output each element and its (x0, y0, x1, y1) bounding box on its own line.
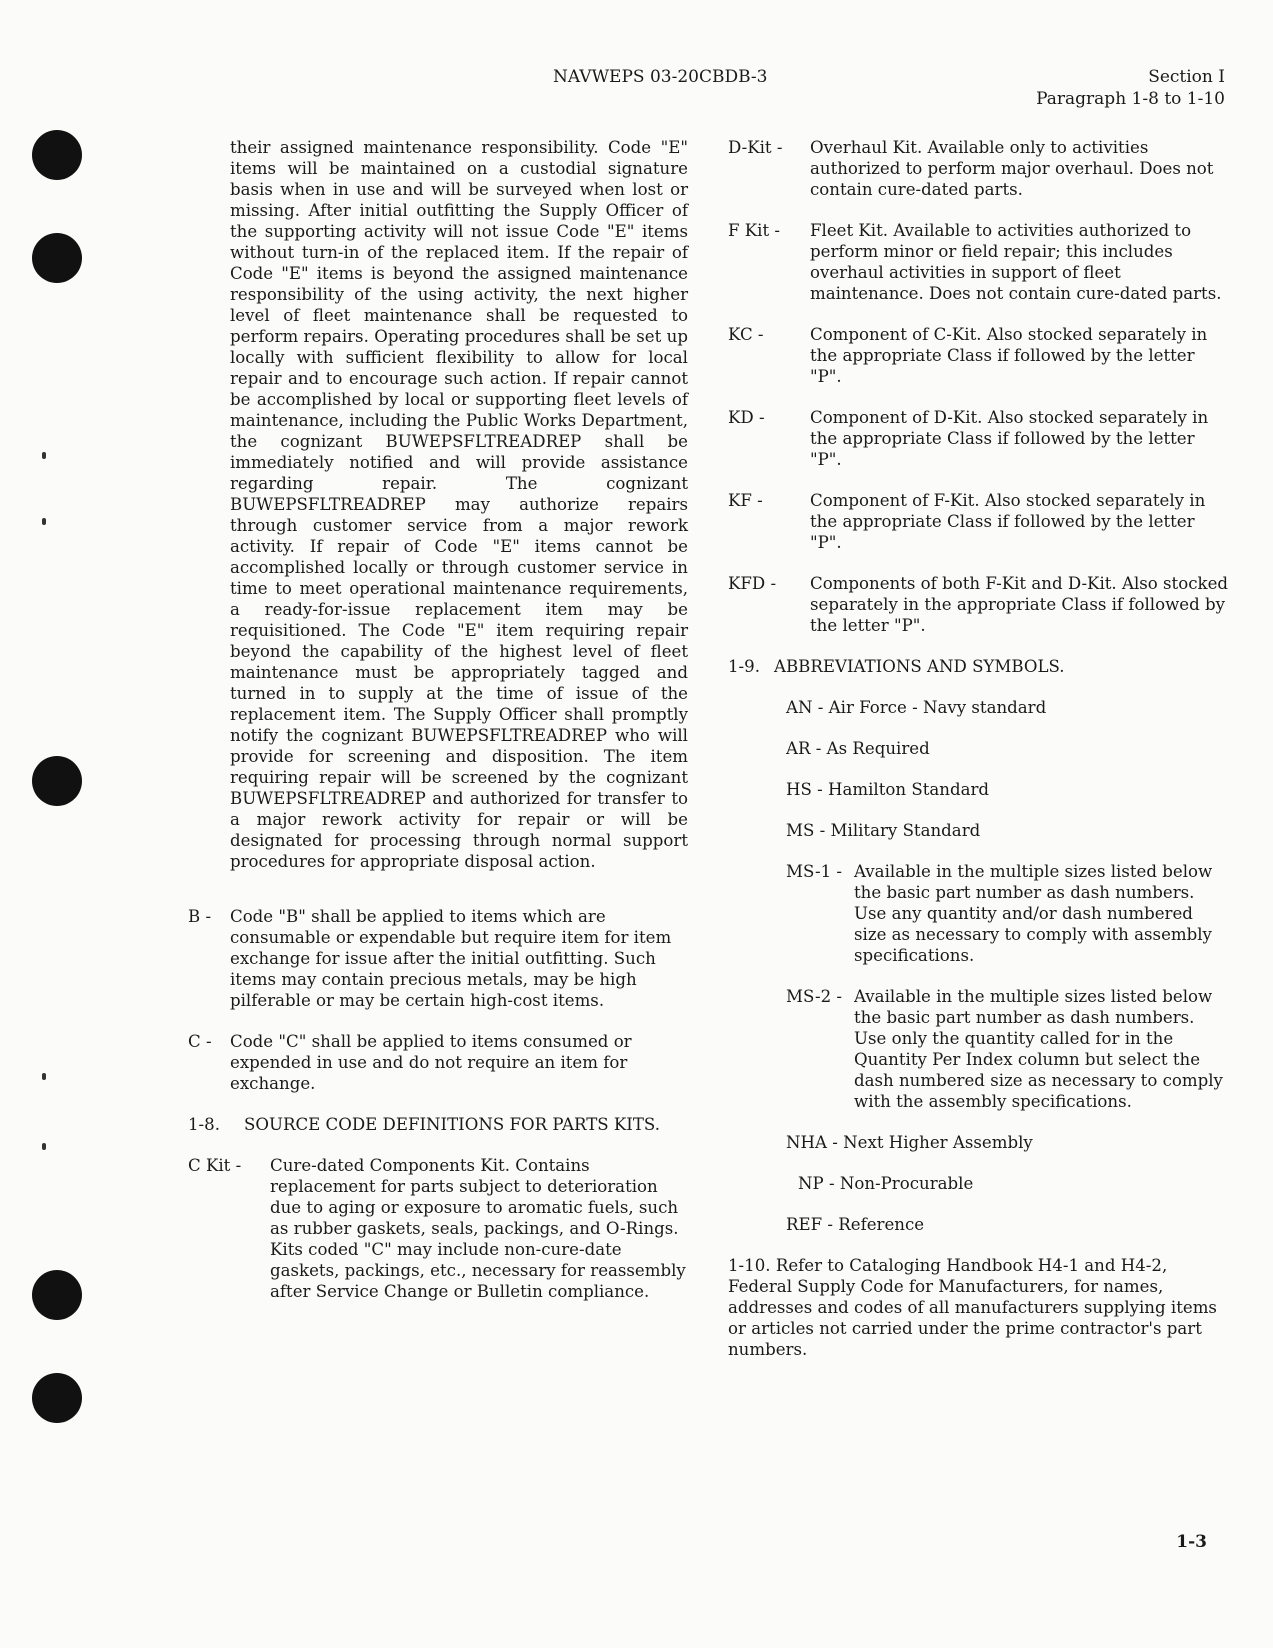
kit-entry (728, 137, 1228, 200)
binder-hole (32, 1270, 82, 1320)
abbreviation-item: NP - Non-Procurable (798, 1174, 974, 1193)
code-b-label: B - (188, 907, 212, 926)
code-b-entry (188, 906, 688, 1011)
ms2-entry (728, 986, 1228, 1112)
kit-text: Component of D-Kit. Also stocked separately in the appropriate Class if followed by the letter "P". (810, 408, 1209, 469)
kit-label: F Kit - (728, 221, 781, 240)
doc-number: NAVWEPS 03-20CBDB-3 (553, 67, 768, 87)
scan-speck (42, 1073, 46, 1080)
scan-speck (42, 518, 46, 525)
c-kit-label: C Kit - (188, 1156, 242, 1175)
binder-hole (32, 1373, 82, 1423)
section-label: Section I (1148, 67, 1225, 87)
abbreviation-item: MS - Military Standard (786, 821, 981, 840)
para-1-8-heading (188, 1114, 688, 1135)
ms2-label: MS-2 - (786, 987, 843, 1006)
kit-label: KFD - (728, 574, 777, 593)
binder-hole (32, 233, 82, 283)
kit-entry (728, 407, 1228, 470)
abbreviation-item: AN - Air Force - Navy standard (786, 698, 1047, 717)
kit-text: Component of F-Kit. Also stocked separately in the appropriate Class if followed by the letter "P". (810, 491, 1206, 552)
para-1-9-heading (728, 656, 1228, 677)
para-1-8-number: 1-8. (188, 1115, 220, 1134)
code-e-continuation: their assigned maintenance responsibility. Code "E" items will be maintained on a custodial signature basis when in use and will be surveyed when lost or missing. After initial outfitting the Supply Officer of the supporting activity will not issue Code "E" items without turn-in of the replaced item. If the repair of Code "E" items is beyond the assigned maintenance responsibility of the using activity, the next higher level of fleet maintenance shall be requested to perform repairs. Operating procedures shall be set up locally with sufficient flexibility to allow for local repair and to encourage such action. If repair cannot be accomplished by local or supporting fleet levels of maintenance, including the Public Works Department, the cognizant BUWEPSFLTREADREP shall be immediately notified and will provide assistance regarding repair. The cognizant BUWEPSFLTREADREP may authorize repairs through customer service from a major rework activity. If repair of Code "E" items cannot be accomplished locally or through customer service in time to meet operational maintenance requirements, a ready-for-issue replacement item may be requisitioned. The Code "E" item requiring repair beyond the capability of the highest level of fleet maintenance must be appropriately tagged and turned in to supply at the time of issue of the replacement item. The Supply Officer shall promptly notify the cognizant BUWEPSFLTREADREP who will provide for screening and disposition. The item requiring repair will be screened by the cognizant BUWEPSFLTREADREP and authorized for transfer to a major rework activity for repair or will be designated for processing through normal support procedures for appropriate disposal action. (230, 138, 688, 871)
ms1-label: MS-1 - (786, 862, 843, 881)
c-kit-text: Cure-dated Components Kit. Contains replacement for parts subject to deterioration due to aging or exposure to aromatic fuels, such as rubber gaskets, seals, packings, and O-Rings. Kits coded "C" may include non-cure-date gaskets, packings, etc., necessary for reassembly after Service Change or Bulletin compliance. (270, 1156, 686, 1301)
para-1-10: 1-10. Refer to Cataloging Handbook H4-1 and H4-2, Federal Supply Code for Manufacturers, for names, addresses and codes of all manufacturers supplying items or articles not carried under the prime contractor's part numbers. (728, 1256, 1217, 1359)
abbreviation-item: HS - Hamilton Standard (786, 780, 990, 799)
code-c-label: C - (188, 1032, 212, 1051)
c-kit-entry (188, 1155, 688, 1302)
abbreviation-item: REF - Reference (786, 1215, 925, 1234)
ms1-entry (728, 861, 1228, 966)
scan-speck (42, 452, 46, 459)
para-1-9-title: ABBREVIATIONS AND SYMBOLS. (774, 657, 1065, 676)
kit-text: Overhaul Kit. Available only to activities authorized to perform major overhaul. Does not contain cure-dated parts. (810, 138, 1214, 199)
abbreviation-item: NHA - Next Higher Assembly (786, 1133, 1033, 1152)
kit-entry (728, 573, 1228, 636)
kit-text: Components of both F-Kit and D-Kit. Also stocked separately in the appropriate Class if followed by the letter "P". (810, 574, 1229, 635)
binder-hole (32, 756, 82, 806)
kit-text: Fleet Kit. Available to activities authorized to perform minor or field repair; this includes overhaul activities in support of fleet maintenance. Does not contain cure-dated parts. (810, 221, 1222, 303)
scan-speck (42, 1143, 46, 1150)
code-b-text: Code "B" shall be applied to items which are consumable or expendable but require item for item exchange for issue after the initial outfitting. Such items may contain precious metals, may be high pilferable or may be certain high-cost items. (230, 907, 672, 1010)
kit-entry (728, 490, 1228, 553)
code-c-entry (188, 1031, 688, 1094)
code-c-text: Code "C" shall be applied to items consumed or expended in use and do not require an item for exchange. (230, 1032, 632, 1093)
paragraph-range: Paragraph 1-8 to 1-10 (1036, 89, 1225, 109)
abbreviation-item: AR - As Required (786, 739, 930, 758)
kit-label: KF - (728, 491, 763, 510)
page-number: 1-3 (1176, 1532, 1207, 1552)
right-column (728, 137, 1228, 1360)
ms1-text: Available in the multiple sizes listed below the basic part number as dash numbers. Use any quantity and/or dash numbered size as necessary to comply with assembly specifications. (854, 862, 1213, 965)
kit-entry (728, 324, 1228, 387)
para-1-9-number: 1-9. (728, 657, 760, 676)
para-1-8-title: SOURCE CODE DEFINITIONS FOR PARTS KITS. (244, 1115, 660, 1134)
kit-label: D-Kit - (728, 138, 783, 157)
ms2-text: Available in the multiple sizes listed below the basic part number as dash numbers. Use only the quantity called for in the Quantity Per Index column but select the dash numbered size as necessary to comply with the assembly specifications. (854, 987, 1223, 1111)
left-column (188, 137, 688, 1302)
binder-hole (32, 130, 82, 180)
kit-label: KC - (728, 325, 764, 344)
kit-label: KD - (728, 408, 765, 427)
kit-text: Component of C-Kit. Also stocked separately in the appropriate Class if followed by the letter "P". (810, 325, 1208, 386)
kit-entry (728, 220, 1228, 304)
